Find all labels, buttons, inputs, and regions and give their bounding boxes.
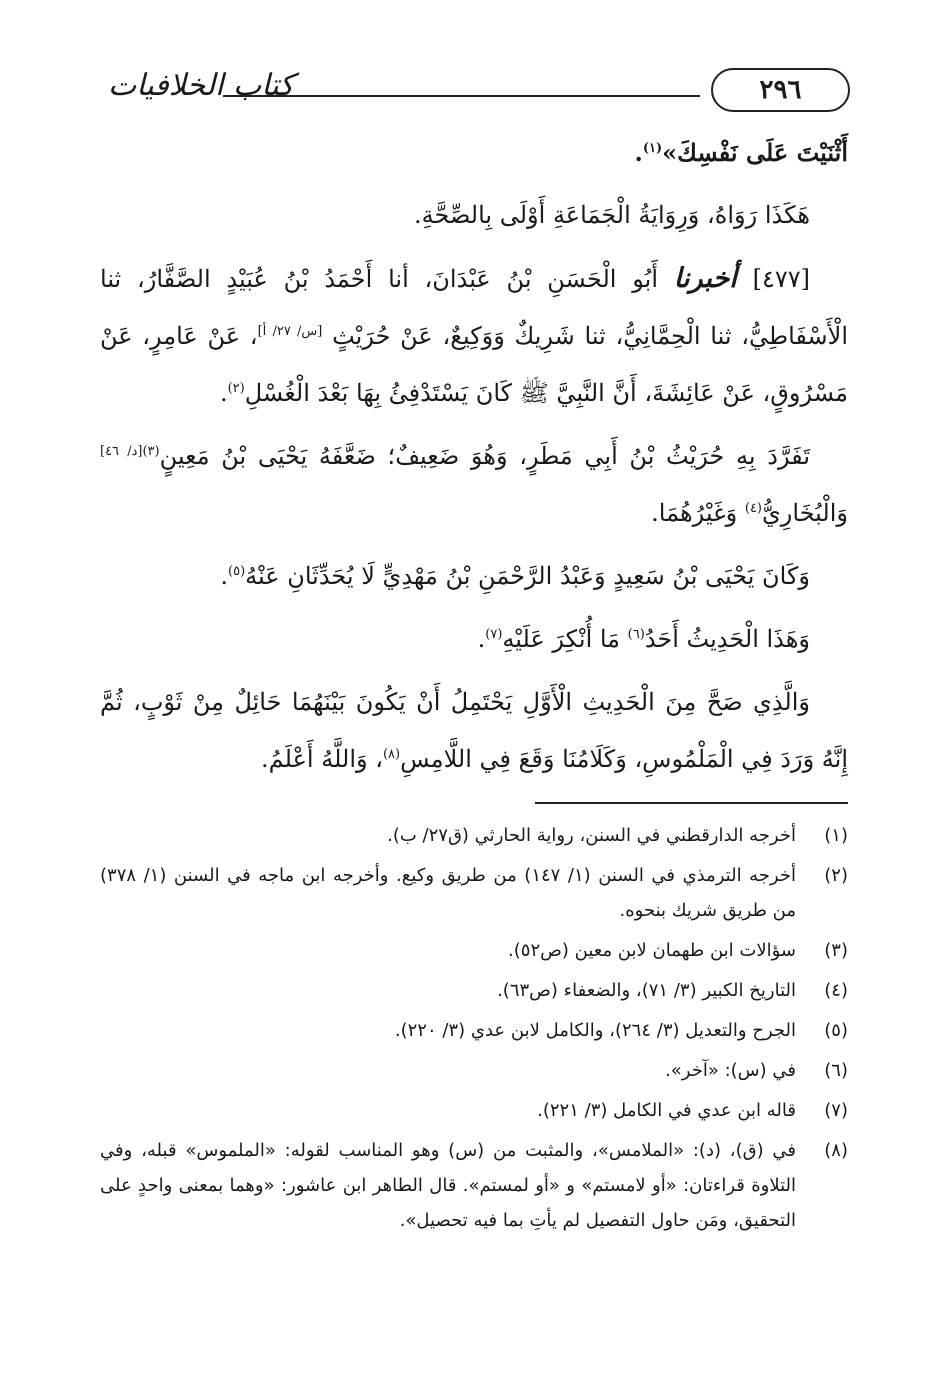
footnote-number: (٧): [824, 1100, 848, 1121]
para6-text-2: مَا أُنْكِرَ عَلَيْهِ: [502, 625, 628, 653]
footnote-item: [100, 1053, 848, 1088]
para3-text-1: أَبُو الْحَسَنِ بْنُ عَبْدَانَ، أنا أَحْمَدُ بْنُ عُبَيْدٍ الصَّفَّارُ، ثنا الْأَسْفَاطِيُّ، ثنا الْحِمَّانِيُّ، ثنا شَرِيكٌ وَوَكِيعٌ، عَنْ حُرَيْثٍ: [100, 265, 848, 350]
book-title: كتاب الخلافيات: [108, 68, 294, 103]
para4-text-3: وَغَيْرُهُمَا.: [651, 499, 745, 527]
footnote-ref-3: (٣): [142, 444, 160, 459]
para5-tail: .: [220, 562, 229, 590]
paragraph-2: هَكَذَا رَوَاهُ، وَرِوَايَةُ الْجَمَاعَةِ أَوْلَى بِالصِّحَّةِ.: [414, 201, 810, 229]
footnote-text: أخرجه الترمذي في السنن (١/ ١٤٧) من طريق وكيع. وأخرجه ابن ماجه في السنن (١/ ٣٧٨) من طريق شريك بنحوه.: [100, 865, 796, 921]
para1-tail: .: [634, 138, 643, 167]
footnote-ref-4: (٤): [744, 501, 762, 516]
footnote-text: أخرجه الدارقطني في السنن، رواية الحارثي (ق٢٧/ ب).: [387, 825, 796, 846]
footnote-number: (١): [824, 825, 848, 846]
manuscript-marker-d: [د/ ٤٦]: [100, 444, 143, 459]
footnote-item: [100, 818, 848, 853]
footnote-ref-1: (١): [642, 141, 663, 156]
paragraph-4: [100, 428, 848, 542]
paragraph-1: [100, 124, 848, 181]
para4-text-2: وَالْبُخَارِيُّ: [762, 499, 848, 527]
footnote-item: [100, 858, 848, 928]
footnote-number: (٨): [824, 1140, 848, 1161]
footnote-item: [100, 973, 848, 1008]
para6-tail: .: [477, 625, 486, 653]
para3-text-2: ، عَنْ عَامِرٍ، عَنْ مَسْرُوقٍ، عَنْ عَائِشَةَ، أَنَّ النَّبِيَّ ﷺ كَانَ يَسْتَدْفِئُ بِهَا بَعْدَ الْغُسْلِ: [100, 322, 848, 407]
para5-text: وَكَانَ يَحْيَى بْنُ سَعِيدٍ وَعَبْدُ الرَّحْمَنِ بْنُ مَهْدِيٍّ لَا يُحَدِّثَانِ عَنْهُ: [245, 562, 810, 590]
footnote-ref-8: (٨): [382, 747, 401, 762]
footnote-ref-7: (٧): [485, 627, 503, 642]
footnote-item: [100, 1133, 848, 1238]
footnote-text: التاريخ الكبير (٣/ ٧١)، والضعفاء (ص٦٣).: [497, 980, 796, 1001]
footnote-text: قاله ابن عدي في الكامل (٣/ ٢٢١).: [537, 1100, 796, 1121]
page-number: ٢٩٦: [711, 68, 850, 112]
footnote-ref-5: (٥): [228, 564, 246, 579]
footnote-text: الجرح والتعديل (٣/ ٢٦٤)، والكامل لابن عدي (٣/ ٢٢٠).: [394, 1020, 796, 1041]
footnote-number: (٤): [824, 980, 848, 1001]
footnote-text: سؤالات ابن طهمان لابن معين (ص٥٢).: [508, 940, 796, 961]
header-rule: [223, 95, 700, 97]
para6-text-1: وَهَذَا الْحَدِيثُ أَحَدُ: [644, 625, 810, 653]
manuscript-marker-s: [س/ ٢٧/ أ]: [257, 324, 323, 339]
footnote-text: في (ق)، (د): «الملامس»، والمثبت من (س) وهو المناسب لقوله: «الملموس» قبله، وفي التلاوة قراءتان: «أو لامستم» و «أو لمستم». قال الطاهر ابن عاشور: «وهما بمعنى واحدٍ على التحقيق، ومَن حاول التفصيل لم يأتِ بما فيه تحصيل».: [100, 1140, 796, 1231]
paragraph-7: [100, 674, 848, 788]
hadith-number: [٤٧٧]: [752, 265, 810, 293]
akhbarana-keyword: أخبرنا: [673, 263, 737, 294]
footnote-ref-2: (٢): [227, 381, 245, 396]
page-header: [108, 62, 850, 122]
para7-text-1: وَالَّذِي صَحَّ مِنَ الْحَدِيثِ الْأَوَّلِ يَحْتَمِلُ أَنْ يَكُونَ بَيْنَهُمَا حَائِلٌ مِنْ ثَوْبٍ، ثُمَّ إِنَّهُ وَرَدَ فِي الْمَلْمُوسِ، وَكَلَامُنَا وَقَعَ فِي اللَّامِسِ: [100, 688, 848, 773]
footnote-text: في (س): «آخر».: [665, 1060, 796, 1081]
footnote-number: (٢): [824, 865, 848, 886]
paragraph-5: [100, 548, 848, 605]
footnote-item: [100, 1093, 848, 1128]
footnote-number: (٦): [824, 1060, 848, 1081]
footnote-number: (٣): [824, 940, 848, 961]
main-text: [100, 124, 848, 794]
footnote-item: [100, 933, 848, 968]
para7-text-2: ، وَاللَّهُ أَعْلَمُ.: [261, 745, 383, 773]
footnote-number: (٥): [824, 1020, 848, 1041]
para3-tail: .: [219, 379, 228, 407]
para4-text-1: تَفَرَّدَ بِهِ حُرَيْثُ بْنُ أَبِي مَطَرٍ، وَهُوَ ضَعِيفٌ؛ ضَعَّفَهُ يَحْيَى بْنُ مَعِينٍ: [159, 442, 811, 470]
paragraph-3: [100, 250, 848, 422]
footnote-separator: [535, 802, 848, 804]
footnote-item: [100, 1013, 848, 1048]
footnote-ref-6: (٦): [627, 627, 645, 642]
paragraph-6: [100, 611, 848, 668]
footnotes: [100, 818, 848, 1243]
para1-text: أَثْنَيْتَ عَلَى نَفْسِكَ»: [662, 138, 848, 167]
